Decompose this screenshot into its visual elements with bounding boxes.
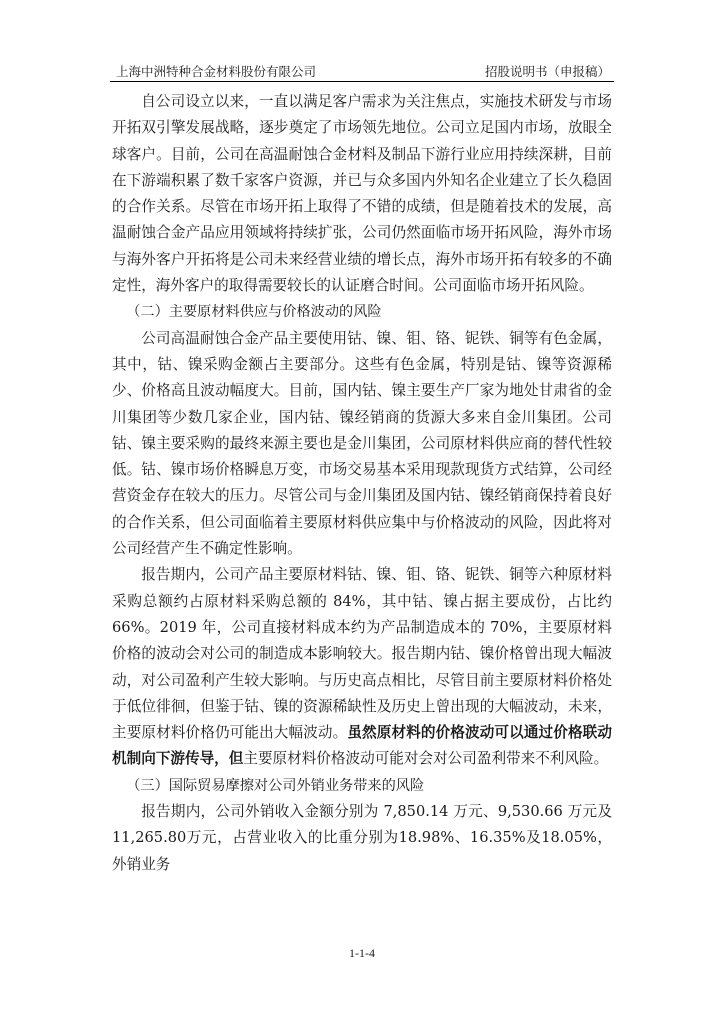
section-heading-raw-material-risk: （二）主要原材料供应与价格波动的风险 — [126, 304, 382, 321]
paragraph-market-risk: 自公司设立以来，一直以满足客户需求为关注焦点，实施技术研发与市场开拓双引擎发展战略，逐步奠定了市场领先地位。公司立足国内市场，放眼全球客户。目前，公司在高温耐蚀合金材料及制品下游行业应用持续深耕，目前在下游端积累了数千家客户资源，并已与众多国内外知名企业建立了长久稳固的合作关系。尽管在市场开拓上取得了不错的成绩，但是随着技术的发展，高温耐蚀合金产品应用领域将持续扩张，公司仍然面临市场开拓风险，海外市场与海外客户开拓将是公司未来经营业绩的增长点，海外市场开拓有较多的不确定性，海外客户的取得需要较长的认证磨合时间。公司面临市场开拓风险。 — [112, 93, 612, 295]
price-text-end: 主要原材料价格波动可能对会对公司盈利带来不利风险。 — [243, 750, 609, 768]
paragraph-raw-material-supply: 公司高温耐蚀合金产品主要使用钴、镍、钼、铬、铌铁、铜等有色金属，其中，钴、镍采购金额占主要部分。这些有色金属，特别是钴、镍等资源稀少、价格高且波动幅度大。目前，国内钴、镍主要生产厂家为地处甘肃省的金川集团等少数几家企业，国内钴、镍经销商的货源大多来自金川集团。公司钴、镍主要采购的最终来源主要也是金川集团，公司原材料供应商的替代性较低。钴、镍市场价格瞬息万变，市场交易基本采用现款现货方式结算，公司经营资金存在较大的压力。尽管公司与金川集团及国内钴、镍经销商保持着良好的合作关系，但公司面临着主要原材料供应集中与价格波动的风险，因此将对公司经营产生不确定性影响。 — [112, 329, 612, 558]
price-bold-text: 虽然原材料的价格波动可以通过价格联动机制向下游传导，但 — [112, 724, 612, 768]
header-company-name: 上海中洲特种合金材料股份有限公司 — [116, 64, 317, 79]
page-number: 1-1-4 — [349, 946, 375, 960]
paragraph-raw-material-price — [112, 562, 612, 772]
header-doc-title: 招股说明书（申报稿） — [484, 64, 610, 79]
section-heading-trade-friction-risk: （三）国际贸易摩擦对公司外销业务带来的风险 — [126, 777, 425, 794]
document-body — [112, 89, 612, 878]
paragraph-export-revenue: 报告期内，公司外销收入金额分别为 7,850.14 万元、9,530.66 万元及11,265.80万元，占营业收入的比重分别为18.98%、16.35%及18.05%，外销业务 — [112, 803, 612, 873]
header-rule — [110, 81, 614, 82]
price-text: 报告期内，公司产品主要原材料钴、镍、钼、铬、铌铁、铜等六种原材料采购总额约占原材料采购总额的 84%，其中钴、镍占据主要成份，占比约66%。2019 年，公司直接材料成本约为产品制造成本的 70%，主要原材料价格的波动会对公司的制造成本影响较大。报告期内钴、镍价格曾出现大幅波动，对公司盈利产生较大影响。与历史高点相比，尽管目前主要原材料价格处于低位徘徊，但鉴于钴、镍的资源稀缺性及历史上曾出现的大幅波动，未来，主要原材料价格仍可能出大幅波动。 — [112, 566, 612, 742]
page-header — [110, 62, 614, 80]
